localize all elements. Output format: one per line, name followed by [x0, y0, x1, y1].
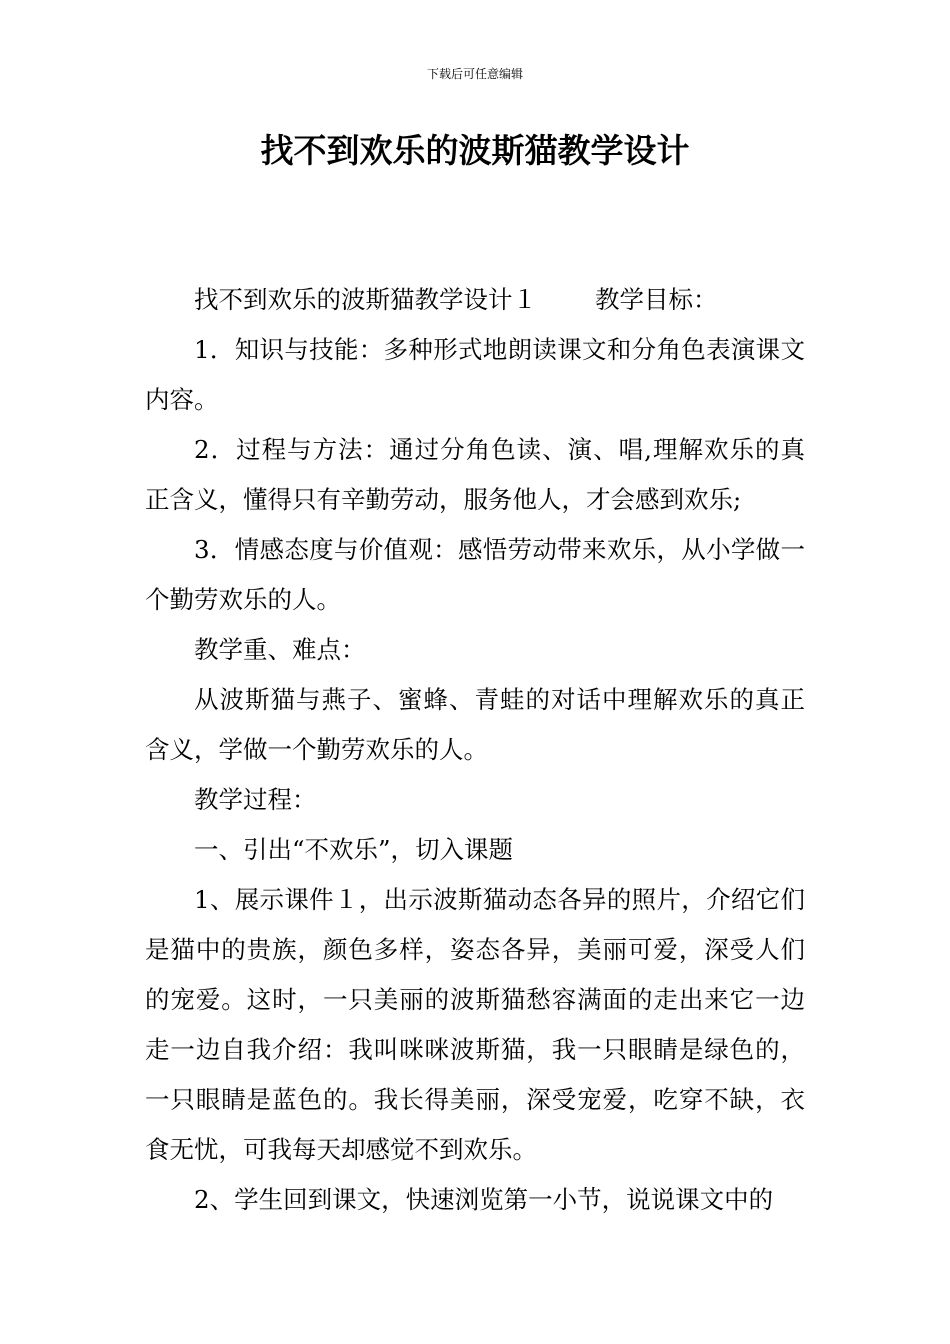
- paragraph: 1、展示课件１，出示波斯猫动态各异的照片，介绍它们是猫中的贵族，颜色多样，姿态各异，美丽可爱，深受人们的宠爱。这时，一只美丽的波斯猫愁容满面的走出来它一边走一边自我介绍：我叫咪咪波斯猫，我一只眼睛是绿色的，一只眼睛是蓝色的。我长得美丽，深受宠爱，吃穿不缺，衣食无忧，可我每天却感觉不到欢乐。: [145, 885, 805, 1164]
- paragraph: 从波斯猫与燕子、蜜蜂、青蛙的对话中理解欢乐的真正含义，学做一个勤劳欢乐的人。: [145, 685, 805, 764]
- header-note: 下载后可任意编辑: [426, 67, 523, 81]
- intro-heading: 找不到欢乐的波斯猫教学设计１: [194, 285, 537, 314]
- objectives-label: 教学目标：: [595, 285, 718, 314]
- paragraph: 2．过程与方法：通过分角色读、演、唱,理解欢乐的真正含义，懂得只有辛勤劳动，服务他人，才会感到欢乐;: [145, 435, 805, 514]
- document-body: [145, 275, 805, 1225]
- paragraph: 3．情感态度与价值观：感悟劳动带来欢乐，从小学做一个勤劳欢乐的人。: [145, 535, 805, 614]
- paragraph: 教学过程：: [194, 785, 317, 814]
- paragraph: 1．知识与技能：多种形式地朗读课文和分角色表演课文内容。: [145, 335, 805, 414]
- intro-paragraph: [145, 275, 805, 325]
- paragraph: 教学重、难点：: [194, 635, 366, 664]
- document-title: 找不到欢乐的波斯猫教学设计: [260, 131, 690, 170]
- paragraph: 一、引出“不欢乐”，切入课题: [194, 835, 514, 864]
- paragraph: 2、学生回到课文，快速浏览第一小节，说说课文中的: [194, 1185, 774, 1214]
